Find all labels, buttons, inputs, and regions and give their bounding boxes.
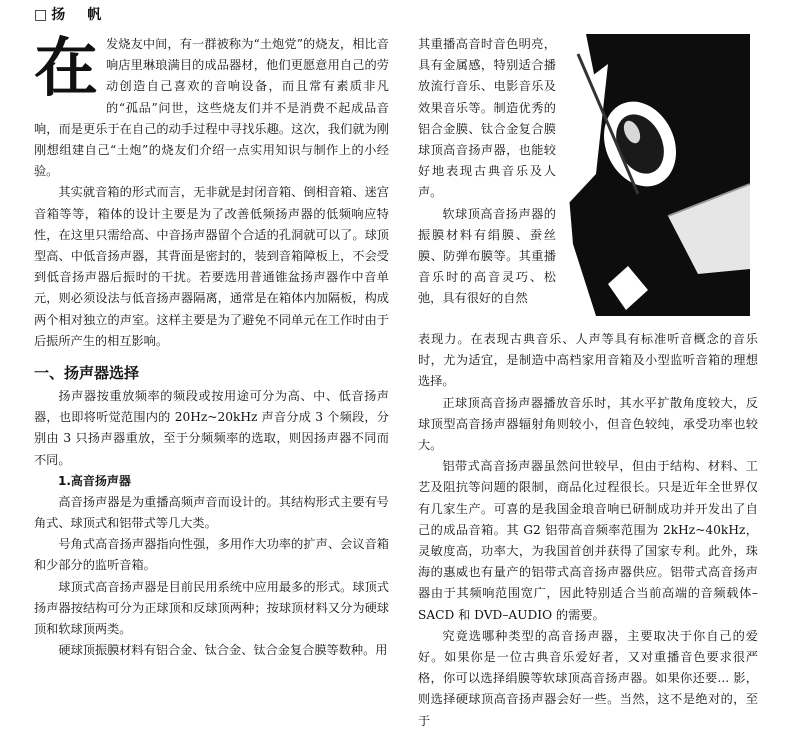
tweeter-paragraph-3: 球顶式高音扬声器是目前民用系统中应用最多的形式。球顶式扬声器按结构可分为正球顶和反球顶两种；按球顶材料又分为硬球顶和软球顶两类。 bbox=[34, 579, 389, 637]
author-byline: □扬 帆 bbox=[34, 7, 106, 23]
right-column-top bbox=[418, 34, 556, 310]
ribbon-tweeter-paragraph: 铝带式高音扬声器虽然问世较早，但由于结构、材料、工艺及阻抗等问题的限制，商品化过程很长。只是近年全世界仅有几家生产。可喜的是我国金琅音响已研制成功并开发出了自己的成品音箱。其 G2 铝带高音频率范围为 2kHz~40kHz，灵敏度高，功率大，为我国首创并获得了国家专利。此外，珠海的惠威也有量产的铝带式高音扬声器供应。铝带式高音扬声器由于其频响范围宽广，因此特别适合当前高端的音频载体–SACD 和 DVD–AUDIO 的需要。 bbox=[418, 459, 758, 622]
right-column-bottom bbox=[418, 329, 758, 732]
soft-dome-paragraph: 软球顶高音扬声器的振膜材料有绢膜、蚕丝膜、防弹布膜等。其重播音乐时的高音灵巧、松弛，具有很好的自然 bbox=[418, 206, 556, 306]
subheading-tweeter: 1.高音扬声器 bbox=[58, 473, 131, 488]
dome-comparison-paragraph: 正球顶高音扬声器播放音乐时，其水平扩散角度较大，反球顶型高音扬声器辐射角则较小，但音色较纯，承受功率也较大。 bbox=[418, 395, 758, 453]
choice-paragraph: 究竟选哪种类型的高音扬声器，主要取决于你自己的爱好。如果你是一位古典音乐爱好者，又对重播音色要求很严格，你可以选择绢膜等软球顶高音扬声器。如果你还要... 影，则选择硬球顶高音扬声器会好一些。当然，这不是绝对的，至于 bbox=[418, 628, 758, 728]
section1-paragraph: 扬声器按重放频率的频段或按用途可分为高、中、低音扬声器，也即将听觉范围内的 20Hz~20kHz 声音分成 3 个频段，分别由 3 只扬声器重放，至于分频频率的选取，则因扬声器不同而不同。 bbox=[34, 389, 389, 467]
right-top-paragraph: 其重播高音时音色明亮，具有金属感，特别适合播放流行音乐、电影音乐及效果音乐等。制造优秀的铝合金膜、钛合金复合膜球顶高音扬声器，也能较好地表现古典音乐及人声。 bbox=[418, 37, 556, 200]
tweeter-paragraph-4: 硬球顶振膜材料有铝合金、钛合金、钛合金复合膜等数种。用 bbox=[58, 643, 388, 658]
body-paragraph-2: 其实就音箱的形式而言，无非就是封闭音箱、倒相音箱、迷宫音箱等等，箱体的设计主要是为了改善低频扬声器的低频响应特性，在这里只需给高、中音扬声器留个合适的孔洞就可以了。球顶型高、中低音扬声器，其背面是密封的，装到音箱障板上，不会受到低音扬声器后振时的干扰。若要选用普通锥盆扬声器作中音单元，则必须设法与低音扬声器隔离，通常是在箱体内加隔板，构成两个相对独立的声室。这样主要是为了避免不同单元在工作时由于后振所产生的相互影响。 bbox=[34, 185, 389, 348]
intro-paragraph: 发烧友中间，有一群被称为“土炮党”的烧友，相比音响店里琳琅满目的成品器材，他们更愿意用自己的劳动创造自己喜欢的音响设备，而且常有素质非凡的“孤品”问世，这些烧友们并不是消费不起成品音响，而是更乐于在自己的动手过程中寻找乐趣。这次，我们就为刚刚想组建自己“土炮”的烧友们介绍一点实用知识与制作上的小经验。 bbox=[34, 37, 389, 179]
tweeter-paragraph-1: 高音扬声器是为重播高频声音而设计的。其结构形式主要有号角式、球顶式和铝带式等几大类。 bbox=[34, 494, 389, 531]
tweeter-photo-graphic bbox=[568, 34, 750, 316]
tweeter-paragraph-2: 号角式高音扬声器指向性强，多用作大功率的扩声、会议音箱和少部分的监听音箱。 bbox=[34, 537, 389, 573]
section-heading-speaker-selection: 一、扬声器选择 bbox=[34, 364, 140, 383]
left-column bbox=[34, 34, 389, 661]
drop-cap: 在 bbox=[34, 32, 98, 106]
soft-dome-continued: 表现力。在表现古典音乐、人声等具有标准听音概念的音乐时，尤为适宜，是制造中高档家用音箱及小型监听音箱的理想选择。 bbox=[418, 332, 758, 389]
tweeter-photo bbox=[568, 34, 750, 316]
